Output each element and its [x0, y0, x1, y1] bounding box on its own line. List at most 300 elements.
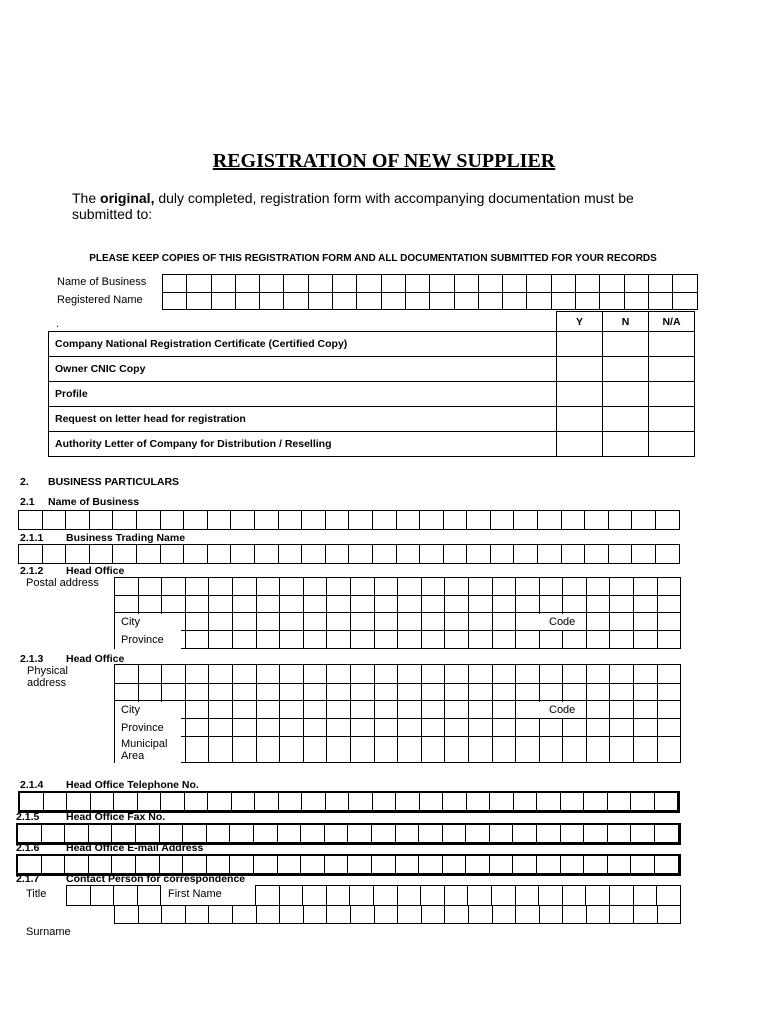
checkbox-na[interactable]	[649, 332, 695, 357]
char-box[interactable]	[186, 701, 210, 719]
char-box[interactable]	[327, 701, 351, 719]
char-box[interactable]	[445, 578, 469, 596]
char-box[interactable]	[419, 825, 443, 843]
char-box[interactable]	[658, 595, 682, 613]
char-box[interactable]	[634, 886, 658, 906]
char-box[interactable]	[422, 683, 446, 701]
char-box[interactable]	[422, 578, 446, 596]
char-box[interactable]	[514, 793, 538, 811]
char-box[interactable]	[373, 793, 397, 811]
char-box[interactable]	[209, 906, 233, 924]
trading-name-field[interactable]	[18, 544, 680, 564]
checkbox-no[interactable]	[603, 332, 649, 357]
char-box[interactable]	[327, 665, 351, 684]
char-box[interactable]	[430, 275, 454, 293]
char-box[interactable]	[183, 825, 207, 843]
char-box[interactable]	[209, 683, 233, 701]
char-box[interactable]	[373, 511, 397, 530]
char-box[interactable]	[469, 613, 493, 631]
char-box[interactable]	[280, 719, 304, 737]
char-box[interactable]	[115, 595, 139, 613]
char-box[interactable]	[445, 701, 469, 719]
char-box[interactable]	[184, 545, 208, 564]
char-box[interactable]	[136, 856, 160, 874]
char-box[interactable]	[257, 683, 281, 701]
char-box[interactable]	[469, 906, 493, 924]
char-box[interactable]	[231, 545, 255, 564]
char-box[interactable]	[375, 631, 399, 649]
char-box[interactable]	[254, 856, 278, 874]
char-box[interactable]	[397, 511, 421, 530]
char-box[interactable]	[631, 825, 655, 843]
char-box[interactable]	[609, 511, 633, 530]
char-box[interactable]	[634, 719, 658, 737]
char-box[interactable]	[503, 275, 527, 293]
char-box[interactable]	[207, 825, 231, 843]
char-box[interactable]	[279, 793, 303, 811]
char-box[interactable]	[280, 886, 304, 906]
char-box[interactable]	[375, 737, 399, 763]
char-box[interactable]	[673, 275, 697, 293]
char-box[interactable]	[516, 683, 540, 701]
char-box[interactable]	[563, 719, 587, 737]
char-box[interactable]	[468, 886, 492, 906]
char-box[interactable]	[66, 545, 90, 564]
char-box[interactable]	[351, 595, 375, 613]
char-box[interactable]	[327, 886, 351, 906]
char-box[interactable]	[422, 631, 446, 649]
char-box[interactable]	[186, 719, 210, 737]
char-box[interactable]	[208, 511, 232, 530]
char-box[interactable]	[209, 719, 233, 737]
char-box[interactable]	[608, 856, 632, 874]
char-box[interactable]	[396, 793, 420, 811]
char-box[interactable]	[186, 613, 210, 631]
checkbox-yes[interactable]	[557, 407, 603, 432]
business-name-field[interactable]	[18, 510, 680, 530]
char-box[interactable]	[138, 793, 162, 811]
char-box[interactable]	[91, 793, 115, 811]
char-box[interactable]	[467, 793, 491, 811]
char-box[interactable]	[610, 595, 634, 613]
char-box[interactable]	[183, 856, 207, 874]
char-box[interactable]	[469, 595, 493, 613]
char-box[interactable]	[114, 886, 138, 906]
char-box[interactable]	[479, 275, 503, 293]
char-box[interactable]	[540, 737, 564, 763]
char-box[interactable]	[304, 737, 328, 763]
char-box[interactable]	[44, 793, 68, 811]
char-box[interactable]	[658, 683, 682, 701]
char-box[interactable]	[634, 578, 658, 596]
char-box[interactable]	[351, 683, 375, 701]
checkbox-na[interactable]	[649, 407, 695, 432]
physical-address-line1[interactable]	[114, 664, 681, 684]
char-box[interactable]	[420, 511, 444, 530]
char-box[interactable]	[445, 906, 469, 924]
char-box[interactable]	[280, 595, 304, 613]
char-box[interactable]	[608, 825, 632, 843]
char-box[interactable]	[351, 737, 375, 763]
char-box[interactable]	[469, 701, 493, 719]
char-box[interactable]	[186, 906, 210, 924]
char-box[interactable]	[587, 578, 611, 596]
char-box[interactable]	[186, 737, 210, 763]
char-box[interactable]	[600, 275, 624, 293]
char-box[interactable]	[326, 511, 350, 530]
char-box[interactable]	[561, 825, 585, 843]
char-box[interactable]	[138, 886, 162, 906]
char-box[interactable]	[419, 856, 443, 874]
char-box[interactable]	[65, 825, 89, 843]
char-box[interactable]	[113, 545, 137, 564]
char-box[interactable]	[649, 275, 673, 293]
char-box[interactable]	[67, 886, 91, 906]
char-box[interactable]	[466, 825, 490, 843]
char-box[interactable]	[444, 511, 468, 530]
char-box[interactable]	[585, 511, 609, 530]
char-box[interactable]	[327, 631, 351, 649]
municipal-area-row[interactable]	[114, 737, 681, 763]
char-box[interactable]	[209, 578, 233, 596]
char-box[interactable]	[304, 595, 328, 613]
char-box[interactable]	[585, 545, 609, 564]
char-box[interactable]	[186, 595, 210, 613]
char-box[interactable]	[304, 631, 328, 649]
char-box[interactable]	[163, 292, 187, 310]
char-box[interactable]	[469, 719, 493, 737]
char-box[interactable]	[445, 683, 469, 701]
char-box[interactable]	[610, 683, 634, 701]
char-box[interactable]	[658, 737, 682, 763]
char-box[interactable]	[540, 665, 564, 684]
char-box[interactable]	[469, 683, 493, 701]
char-box[interactable]	[656, 511, 680, 530]
char-box[interactable]	[90, 545, 114, 564]
char-box[interactable]	[209, 613, 233, 631]
char-box[interactable]	[18, 825, 42, 843]
char-box[interactable]	[516, 595, 540, 613]
char-box[interactable]	[208, 793, 232, 811]
char-box[interactable]	[139, 906, 163, 924]
char-box[interactable]	[382, 275, 406, 293]
char-box[interactable]	[373, 545, 397, 564]
char-box[interactable]	[422, 595, 446, 613]
char-box[interactable]	[333, 275, 357, 293]
char-box[interactable]	[375, 906, 399, 924]
char-box[interactable]	[333, 292, 357, 310]
checkbox-yes[interactable]	[557, 382, 603, 407]
char-box[interactable]	[493, 665, 517, 684]
char-box[interactable]	[561, 856, 585, 874]
char-box[interactable]	[209, 701, 233, 719]
char-box[interactable]	[351, 701, 375, 719]
char-box[interactable]	[209, 665, 233, 684]
char-box[interactable]	[209, 631, 233, 649]
char-box[interactable]	[43, 545, 67, 564]
char-box[interactable]	[658, 701, 682, 719]
char-box[interactable]	[254, 825, 278, 843]
physical-city-row[interactable]	[114, 701, 681, 719]
checkbox-no[interactable]	[603, 432, 649, 457]
char-box[interactable]	[600, 292, 624, 310]
char-box[interactable]	[455, 292, 479, 310]
char-box[interactable]	[348, 825, 372, 843]
char-box[interactable]	[479, 292, 503, 310]
char-box[interactable]	[233, 595, 257, 613]
char-box[interactable]	[67, 793, 91, 811]
char-box[interactable]	[309, 292, 333, 310]
char-box[interactable]	[562, 545, 586, 564]
char-box[interactable]	[325, 856, 349, 874]
char-box[interactable]	[162, 906, 186, 924]
checkbox-yes[interactable]	[557, 357, 603, 382]
char-box[interactable]	[655, 856, 679, 874]
char-box[interactable]	[513, 856, 537, 874]
char-box[interactable]	[398, 886, 422, 906]
first-name-field[interactable]	[255, 885, 681, 906]
char-box[interactable]	[209, 737, 233, 763]
char-box[interactable]	[422, 906, 446, 924]
char-box[interactable]	[136, 825, 160, 843]
char-box[interactable]	[279, 511, 303, 530]
char-box[interactable]	[610, 737, 634, 763]
char-box[interactable]	[279, 545, 303, 564]
char-box[interactable]	[658, 613, 682, 631]
char-box[interactable]	[467, 545, 491, 564]
char-box[interactable]	[584, 793, 608, 811]
postal-address-line2[interactable]	[114, 595, 681, 613]
char-box[interactable]	[137, 511, 161, 530]
char-box[interactable]	[255, 511, 279, 530]
char-box[interactable]	[302, 511, 326, 530]
char-box[interactable]	[634, 631, 658, 649]
char-box[interactable]	[587, 613, 611, 631]
checkbox-no[interactable]	[603, 407, 649, 432]
char-box[interactable]	[539, 886, 563, 906]
char-box[interactable]	[236, 292, 260, 310]
char-box[interactable]	[162, 578, 186, 596]
char-box[interactable]	[469, 665, 493, 684]
char-box[interactable]	[469, 631, 493, 649]
char-box[interactable]	[658, 665, 682, 684]
char-box[interactable]	[631, 793, 655, 811]
char-box[interactable]	[280, 701, 304, 719]
checkbox-na[interactable]	[649, 357, 695, 382]
char-box[interactable]	[398, 665, 422, 684]
char-box[interactable]	[398, 701, 422, 719]
char-box[interactable]	[233, 613, 257, 631]
char-box[interactable]	[516, 719, 540, 737]
char-box[interactable]	[257, 737, 281, 763]
char-box[interactable]	[587, 683, 611, 701]
char-box[interactable]	[516, 737, 540, 763]
char-box[interactable]	[304, 578, 328, 596]
char-box[interactable]	[397, 545, 421, 564]
char-box[interactable]	[236, 275, 260, 293]
char-box[interactable]	[503, 292, 527, 310]
char-box[interactable]	[455, 275, 479, 293]
char-box[interactable]	[552, 292, 576, 310]
char-box[interactable]	[490, 825, 514, 843]
char-box[interactable]	[91, 886, 115, 906]
char-box[interactable]	[139, 578, 163, 596]
char-box[interactable]	[255, 545, 279, 564]
char-box[interactable]	[161, 511, 185, 530]
char-box[interactable]	[445, 737, 469, 763]
char-box[interactable]	[374, 886, 398, 906]
title-field[interactable]	[66, 885, 161, 906]
char-box[interactable]	[260, 275, 284, 293]
physical-address-line2[interactable]	[114, 683, 681, 701]
char-box[interactable]	[257, 613, 281, 631]
char-box[interactable]	[490, 856, 514, 874]
char-box[interactable]	[537, 825, 561, 843]
char-box[interactable]	[233, 683, 257, 701]
char-box[interactable]	[420, 545, 444, 564]
char-box[interactable]	[540, 578, 564, 596]
char-box[interactable]	[443, 825, 467, 843]
char-box[interactable]	[631, 856, 655, 874]
char-box[interactable]	[658, 631, 682, 649]
char-box[interactable]	[493, 737, 517, 763]
char-box[interactable]	[493, 595, 517, 613]
checkbox-no[interactable]	[603, 357, 649, 382]
char-box[interactable]	[584, 825, 608, 843]
char-box[interactable]	[65, 856, 89, 874]
char-box[interactable]	[396, 825, 420, 843]
char-box[interactable]	[350, 886, 374, 906]
char-box[interactable]	[351, 719, 375, 737]
char-box[interactable]	[161, 545, 185, 564]
char-box[interactable]	[563, 906, 587, 924]
physical-province-row[interactable]	[114, 719, 681, 737]
char-box[interactable]	[284, 292, 308, 310]
char-box[interactable]	[634, 701, 658, 719]
char-box[interactable]	[351, 613, 375, 631]
char-box[interactable]	[422, 665, 446, 684]
char-box[interactable]	[186, 631, 210, 649]
char-box[interactable]	[657, 886, 681, 906]
char-box[interactable]	[185, 793, 209, 811]
char-box[interactable]	[493, 683, 517, 701]
telephone-field[interactable]	[18, 791, 680, 813]
char-box[interactable]	[233, 719, 257, 737]
char-box[interactable]	[326, 545, 350, 564]
char-box[interactable]	[398, 631, 422, 649]
checkbox-na[interactable]	[649, 432, 695, 457]
char-box[interactable]	[610, 631, 634, 649]
char-box[interactable]	[304, 701, 328, 719]
char-box[interactable]	[513, 825, 537, 843]
char-box[interactable]	[406, 275, 430, 293]
char-box[interactable]	[516, 578, 540, 596]
char-box[interactable]	[18, 856, 42, 874]
char-box[interactable]	[655, 793, 679, 811]
char-box[interactable]	[255, 793, 279, 811]
char-box[interactable]	[351, 578, 375, 596]
char-box[interactable]	[538, 545, 562, 564]
char-box[interactable]	[304, 683, 328, 701]
char-box[interactable]	[375, 665, 399, 684]
char-box[interactable]	[398, 719, 422, 737]
char-box[interactable]	[587, 595, 611, 613]
char-box[interactable]	[516, 613, 540, 631]
char-box[interactable]	[304, 665, 328, 684]
char-box[interactable]	[208, 545, 232, 564]
char-box[interactable]	[115, 683, 139, 701]
char-box[interactable]	[43, 511, 67, 530]
char-box[interactable]	[634, 613, 658, 631]
char-box[interactable]	[186, 683, 210, 701]
char-box[interactable]	[257, 701, 281, 719]
char-box[interactable]	[112, 825, 136, 843]
char-box[interactable]	[625, 275, 649, 293]
char-box[interactable]	[349, 511, 373, 530]
char-box[interactable]	[493, 631, 517, 649]
char-box[interactable]	[552, 275, 576, 293]
char-box[interactable]	[327, 578, 351, 596]
char-box[interactable]	[655, 825, 679, 843]
char-box[interactable]	[372, 825, 396, 843]
char-box[interactable]	[162, 683, 186, 701]
char-box[interactable]	[372, 856, 396, 874]
char-box[interactable]	[280, 683, 304, 701]
char-box[interactable]	[563, 631, 587, 649]
char-box[interactable]	[398, 613, 422, 631]
char-box[interactable]	[89, 856, 113, 874]
char-box[interactable]	[233, 665, 257, 684]
char-box[interactable]	[186, 578, 210, 596]
char-box[interactable]	[115, 906, 139, 924]
char-box[interactable]	[634, 737, 658, 763]
registered-name-field[interactable]	[162, 292, 698, 310]
char-box[interactable]	[20, 793, 44, 811]
char-box[interactable]	[160, 856, 184, 874]
char-box[interactable]	[184, 511, 208, 530]
char-box[interactable]	[42, 825, 66, 843]
char-box[interactable]	[349, 793, 373, 811]
char-box[interactable]	[658, 719, 682, 737]
postal-address-line1[interactable]	[114, 577, 681, 596]
char-box[interactable]	[562, 511, 586, 530]
char-box[interactable]	[398, 737, 422, 763]
char-box[interactable]	[445, 595, 469, 613]
char-box[interactable]	[430, 292, 454, 310]
char-box[interactable]	[304, 613, 328, 631]
checkbox-yes[interactable]	[557, 332, 603, 357]
char-box[interactable]	[357, 275, 381, 293]
char-box[interactable]	[540, 906, 564, 924]
char-box[interactable]	[516, 886, 540, 906]
char-box[interactable]	[422, 701, 446, 719]
char-box[interactable]	[327, 595, 351, 613]
char-box[interactable]	[162, 595, 186, 613]
char-box[interactable]	[632, 545, 656, 564]
char-box[interactable]	[406, 292, 430, 310]
char-box[interactable]	[230, 856, 254, 874]
char-box[interactable]	[610, 719, 634, 737]
char-box[interactable]	[357, 292, 381, 310]
char-box[interactable]	[493, 906, 517, 924]
char-box[interactable]	[257, 578, 281, 596]
char-box[interactable]	[326, 793, 350, 811]
char-box[interactable]	[186, 665, 210, 684]
char-box[interactable]	[467, 511, 491, 530]
char-box[interactable]	[375, 719, 399, 737]
char-box[interactable]	[114, 793, 138, 811]
char-box[interactable]	[375, 595, 399, 613]
